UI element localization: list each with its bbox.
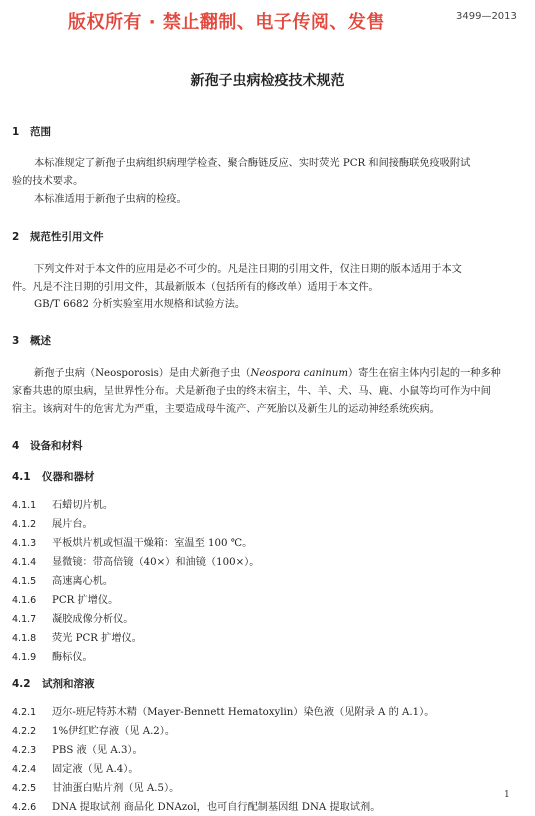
list-item (12, 629, 142, 644)
subsection-4-2-title: 试剂和溶液 (42, 678, 95, 690)
item-text: PBS 液（见 A.3）。 (52, 745, 143, 756)
item-text: 固定液（见 A.4）。 (52, 764, 139, 775)
page-number: 1 (504, 790, 510, 800)
item-number: 4.2.6 (12, 802, 37, 813)
list-item (12, 741, 143, 756)
item-number: 4.1.4 (12, 557, 37, 568)
item-number: 4.1.8 (12, 633, 37, 644)
item-number: 4.1.7 (12, 614, 37, 625)
item-text: 迈尔-班尼特苏木精（Mayer-Bennett Hematoxylin）染色液（见附录 A 的 A.1）。 (52, 707, 435, 718)
item-number: 4.1.3 (12, 538, 37, 549)
section-3-line-1-a: 新孢子虫病（Neosporosis）是由犬新孢子虫（ (34, 368, 251, 379)
item-text: 酶标仪。 (52, 652, 93, 663)
item-text: 凝胶成像分析仪。 (52, 614, 134, 625)
list-item (12, 553, 259, 568)
item-text: 高速离心机。 (52, 576, 114, 587)
item-number: 4.2.3 (12, 745, 37, 756)
section-1-paragraph-1-line-2: 验的技术要求。 (12, 176, 84, 187)
list-item (12, 779, 179, 794)
subsection-4-2-number: 4.2 (12, 678, 31, 690)
list-item (12, 648, 93, 663)
list-item (12, 610, 134, 625)
item-text: 甘油蛋白贴片剂（见 A.5）。 (52, 783, 180, 794)
list-item (12, 798, 380, 813)
list-item (12, 572, 113, 587)
normative-reference: GB/T 6682 分析实验室用水规格和试验方法。 (34, 299, 246, 310)
item-number: 4.1.2 (12, 519, 37, 530)
document-title: 新孢子虫病检疫技术规范 (190, 73, 345, 89)
subsection-4-2-heading (12, 676, 95, 691)
section-4-number: 4 (12, 440, 20, 452)
list-item (12, 760, 139, 775)
section-3-line-2: 家畜共患的原虫病，呈世界性分布。犬是新孢子虫的终末宿主，牛、羊、犬、马、鹿、小鼠等均可作为中间 (12, 386, 491, 397)
list-item (12, 534, 252, 549)
subsection-4-1-title: 仪器和器材 (42, 471, 95, 483)
item-number: 4.1.5 (12, 576, 37, 587)
section-2-number: 2 (12, 231, 20, 243)
copyright-watermark: 版权所有 · 禁止翻制、电子传阅、发售 (68, 12, 385, 33)
item-text: 显微镜：带高倍镜（40×）和油镜（100×）。 (52, 557, 260, 568)
section-1-title: 范围 (30, 126, 51, 138)
item-number: 4.2.2 (12, 726, 37, 737)
item-number: 4.1.9 (12, 652, 37, 663)
list-item (12, 722, 175, 737)
item-text: 石蜡切片机。 (52, 500, 114, 511)
section-4-title: 设备和材料 (30, 440, 83, 452)
section-3-line-1-b: ）寄生在宿主体内引起的一种多种 (348, 368, 501, 379)
item-text: PCR 扩增仪。 (52, 595, 119, 606)
section-3-line-3: 宿主。该病对牛的危害尤为严重，主要造成母牛流产、产死胎以及新生儿的运动神经系统疾病。 (12, 404, 440, 415)
item-number: 4.2.5 (12, 783, 37, 794)
standard-number: 3499—2013 (456, 11, 517, 22)
item-number: 4.2.1 (12, 707, 37, 718)
item-text: 展片台。 (52, 519, 93, 530)
section-2-paragraph-line-1: 下列文件对于本文件的应用是必不可少的。凡是注日期的引用文件，仅注日期的版本适用于本文 (34, 264, 462, 275)
item-number: 4.1.1 (12, 500, 37, 511)
subsection-4-1-number: 4.1 (12, 471, 31, 483)
subsection-4-1-heading (12, 469, 95, 484)
section-2-heading (12, 229, 104, 244)
list-item (12, 515, 93, 530)
latin-species-name: Neospora caninum (250, 368, 349, 379)
section-2-title: 规范性引用文件 (30, 231, 104, 243)
section-3-number: 3 (12, 335, 20, 347)
section-4-heading (12, 438, 83, 453)
item-number: 4.2.4 (12, 764, 37, 775)
list-item (12, 703, 434, 718)
list-item (12, 496, 113, 511)
item-text: 荧光 PCR 扩增仪。 (52, 633, 142, 644)
section-1-number: 1 (12, 126, 20, 138)
item-text: DNA 提取试剂 商品化 DNAzol，也可自行配制基因组 DNA 提取试剂。 (52, 802, 381, 813)
section-3-title: 概述 (30, 335, 51, 347)
section-1-heading (12, 124, 51, 139)
section-2-paragraph-line-2: 件。凡是不注日期的引用文件，其最新版本（包括所有的修改单）适用于本文件。 (12, 282, 379, 293)
section-1-paragraph-1-line-1: 本标准规定了新孢子虫病组织病理学检查、聚合酶链反应、实时荧光 PCR 和间接酶联免疫吸附试 (34, 158, 471, 169)
section-3-line-1 (12, 365, 525, 382)
item-number: 4.1.6 (12, 595, 37, 606)
item-text: 1%伊红贮存液（见 A.2）。 (52, 726, 176, 737)
list-item (12, 591, 118, 606)
item-text: 平板烘片机或恒温干燥箱：室温至 100 ℃。 (52, 538, 253, 549)
section-1-paragraph-2: 本标准适用于新孢子虫病的检疫。 (34, 194, 187, 205)
section-3-heading (12, 333, 51, 348)
